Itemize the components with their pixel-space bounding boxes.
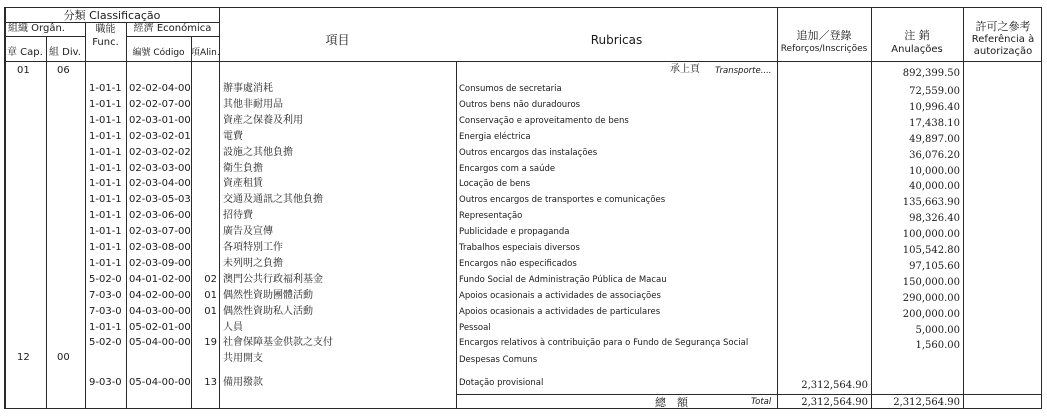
row-anulacoes: 10,996.40 xyxy=(909,102,960,113)
row-anulacoes: 5,000.00 xyxy=(915,325,960,336)
row-zh: 偶然性資助團體活動 xyxy=(223,290,313,301)
row-code: 02-03-07-00 xyxy=(129,226,191,237)
row-code: 05-04-00-00 xyxy=(129,337,191,348)
header-anulacoes-zh: 注 銷 xyxy=(904,29,930,42)
row-alin: 19 xyxy=(204,337,217,348)
header-rubricas: Rubricas xyxy=(590,33,643,47)
row-func: 1-01-1 xyxy=(89,322,122,333)
row-zh: 辦事處消耗 xyxy=(223,83,273,94)
row-code: 02-03-04-00 xyxy=(129,178,191,189)
row-pt: Representação xyxy=(459,211,523,221)
transporte-zh: 承上頁 xyxy=(670,64,700,75)
row-anulacoes: 105,542.80 xyxy=(902,245,960,256)
row-anulacoes: 200,000.00 xyxy=(902,309,960,320)
row-zh: 人員 xyxy=(223,322,243,333)
row-zh: 資產租賃 xyxy=(223,178,263,189)
row-code: 04-03-00-00 xyxy=(129,306,191,317)
row-alin: 02 xyxy=(204,274,217,285)
row-func: 7-03-0 xyxy=(89,290,122,301)
header-alin: 項Alin. xyxy=(191,48,220,58)
row-code: 02-03-03-00 xyxy=(129,163,191,174)
header-codigo: 編號 Código xyxy=(132,48,185,58)
total-zh: 總 額 xyxy=(655,396,688,409)
row-pt: Outros encargos das instalações xyxy=(459,148,598,158)
row-anulacoes: 97,105.60 xyxy=(909,261,960,272)
row-func: 5-02-0 xyxy=(89,274,122,285)
row-pt: Encargos com a saúde xyxy=(459,164,556,174)
row-anulacoes: 1,560.00 xyxy=(915,340,960,351)
row-zh: 澳門公共行政福利基金 xyxy=(223,274,323,285)
row-func: 7-03-0 xyxy=(89,306,122,317)
org-cap-1: 01 xyxy=(17,65,30,76)
row-func: 1-01-1 xyxy=(89,178,122,189)
row-zh: 偶然性資助私人活動 xyxy=(223,306,313,317)
row-pt: Outros encargos de transportes e comunicações xyxy=(459,195,666,205)
row-func: 1-01-1 xyxy=(89,242,122,253)
row-alin: 01 xyxy=(204,306,217,317)
row-func: 1-01-1 xyxy=(89,210,122,221)
header-div: 組 Div. xyxy=(49,47,81,58)
row-func: 1-01-1 xyxy=(89,147,122,158)
row-anulacoes: 10,000.00 xyxy=(909,166,960,177)
row-anulacoes: 36,076.20 xyxy=(909,150,960,161)
total-reforcos: 2,312,564.90 xyxy=(801,397,868,408)
row-pt: Energia eléctrica xyxy=(459,132,531,142)
provisional-zh: 備用撥款 xyxy=(223,377,263,388)
header-organ: 組織 Orgân. xyxy=(8,23,65,34)
row-func: 1-01-1 xyxy=(89,131,122,142)
row-code: 05-02-01-00 xyxy=(129,322,191,333)
row-pt: Publicidade e propaganda xyxy=(459,227,570,237)
row-func: 1-01-1 xyxy=(89,226,122,237)
header-ref-pt1: Referência à xyxy=(971,34,1035,45)
budget-table xyxy=(4,7,1042,409)
provisional-alin: 13 xyxy=(204,377,217,388)
header-cap: 章 Cap. xyxy=(7,47,43,58)
row-pt: Locação de bens xyxy=(459,179,531,189)
row-zh: 電費 xyxy=(223,131,243,142)
row-zh: 廣告及宣傳 xyxy=(223,226,273,237)
row-code: 02-03-02-02 xyxy=(129,147,191,158)
row-code: 02-03-02-01 xyxy=(129,131,191,142)
row-alin: 01 xyxy=(204,290,217,301)
row-zh: 資產之保養及利用 xyxy=(223,115,303,126)
row-zh: 衛生負擔 xyxy=(223,163,263,174)
org-div-2: 00 xyxy=(57,352,70,363)
provisional-func: 9-03-0 xyxy=(89,377,122,388)
comuns-zh: 共用開支 xyxy=(223,353,263,364)
row-func: 1-01-1 xyxy=(89,115,122,126)
rows-container xyxy=(5,8,1041,408)
org-cap-2: 12 xyxy=(17,352,30,363)
comuns-pt: Despesas Comuns xyxy=(459,355,538,365)
total-pt: Total xyxy=(751,397,772,407)
row-code: 02-03-05-03 xyxy=(129,194,191,205)
provisional-code: 05-04-00-00 xyxy=(129,377,191,388)
row-anulacoes: 150,000.00 xyxy=(902,277,960,288)
header-func: Func. xyxy=(92,37,119,48)
row-pt: Apoios ocasionais a actividades de associações xyxy=(459,291,661,301)
header-classificacao: 分類 Classificação xyxy=(63,9,161,22)
header-reforcos: Reforços/Inscrições xyxy=(780,44,868,54)
row-pt: Pessoal xyxy=(459,323,491,333)
row-zh: 招待費 xyxy=(223,210,253,221)
row-zh: 未列明之負擔 xyxy=(223,258,283,269)
row-func: 1-01-1 xyxy=(89,83,122,94)
row-anulacoes: 290,000.00 xyxy=(902,293,960,304)
row-code: 02-02-07-00 xyxy=(129,99,191,110)
header-ref-zh: 許可之參考 xyxy=(975,20,1031,33)
row-code: 02-03-06-00 xyxy=(129,210,191,221)
header-ref-pt2: autorização xyxy=(973,46,1033,57)
provisional-pt: Dotação provisional xyxy=(459,378,544,388)
header-anulacoes: Anulações xyxy=(891,44,943,55)
header-economica: 經濟 Económica xyxy=(133,23,212,34)
row-func: 1-01-1 xyxy=(89,163,122,174)
row-zh: 交通及通訊之其他負擔 xyxy=(223,194,323,205)
row-code: 04-02-00-00 xyxy=(129,290,191,301)
row-anulacoes: 135,663.90 xyxy=(902,197,960,208)
row-pt: Conservação e aproveitamento de bens xyxy=(459,116,629,126)
header-func-zh: 職能 xyxy=(95,24,116,35)
row-func: 1-01-1 xyxy=(89,194,122,205)
row-anulacoes: 49,897.00 xyxy=(909,134,960,145)
row-pt: Apoios ocasionais a actividades de particulares xyxy=(459,307,661,317)
row-anulacoes: 40,000.00 xyxy=(909,181,960,192)
transporte-pt: Transporte.... xyxy=(715,66,772,76)
row-pt: Encargos não especificados xyxy=(459,259,577,269)
row-pt: Outros bens não duradouros xyxy=(459,100,581,110)
row-zh: 其他非耐用品 xyxy=(223,99,283,110)
transporte-anulacoes: 892,399.50 xyxy=(902,68,960,79)
row-code: 02-03-08-00 xyxy=(129,242,191,253)
row-anulacoes: 100,000.00 xyxy=(902,229,960,240)
row-pt: Trabalhos especiais diversos xyxy=(459,243,580,253)
row-code: 02-02-04-00 xyxy=(129,83,191,94)
org-div-1: 06 xyxy=(57,65,70,76)
row-func: 1-01-1 xyxy=(89,99,122,110)
row-code: 02-03-09-00 xyxy=(129,258,191,269)
row-anulacoes: 98,326.40 xyxy=(909,213,960,224)
row-func: 5-02-0 xyxy=(89,337,122,348)
row-anulacoes: 72,559.00 xyxy=(909,86,960,97)
row-anulacoes: 17,438.10 xyxy=(909,118,960,129)
header-item-zh: 項目 xyxy=(325,33,350,47)
header-reforcos-zh: 追加／登錄 xyxy=(796,29,852,42)
row-code: 04-01-02-00 xyxy=(129,274,191,285)
row-func: 1-01-1 xyxy=(89,258,122,269)
total-anulacoes: 2,312,564.90 xyxy=(893,397,960,408)
row-code: 02-03-01-00 xyxy=(129,115,191,126)
row-pt: Consumos de secretaria xyxy=(459,84,562,94)
row-zh: 社會保障基金供款之支付 xyxy=(223,337,333,348)
row-zh: 設施之其他負擔 xyxy=(223,147,293,158)
row-zh: 各項特別工作 xyxy=(223,242,283,253)
row-pt: Fundo Social de Administração Pública de Macau xyxy=(459,275,667,285)
provisional-reforcos: 2,312,564.90 xyxy=(801,380,868,391)
row-pt: Encargos relativos à contribuição para o Fundo de Segurança Social xyxy=(459,338,749,348)
